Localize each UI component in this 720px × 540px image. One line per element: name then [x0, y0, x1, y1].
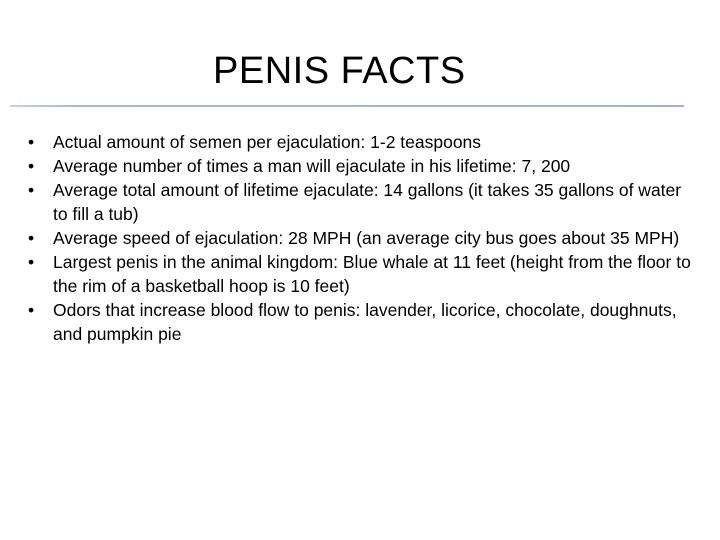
- list-item-text: Average number of times a man will ejaculate in his lifetime: 7, 200: [53, 156, 571, 176]
- list-item-text: Average speed of ejaculation: 28 MPH (an average city bus goes about 35 MPH): [53, 228, 680, 248]
- bullet-icon: •: [28, 156, 35, 176]
- list-item-text: Actual amount of semen per ejaculation: 1-2 teaspoons: [53, 132, 482, 152]
- list-item: [22, 178, 692, 226]
- list-item-text: Odors that increase blood flow to penis: lavender, licorice, chocolate, doughnuts, and pumpkin pie: [53, 300, 677, 344]
- title-divider: [10, 105, 684, 107]
- bullet-icon: •: [28, 300, 35, 320]
- list-item: [22, 298, 692, 346]
- list-item: [22, 226, 692, 250]
- bullet-icon: •: [28, 180, 35, 200]
- list-item: [22, 250, 692, 298]
- slide-title: PENIS FACTS: [213, 50, 466, 93]
- bullet-icon: •: [28, 252, 35, 272]
- list-item-text: Average total amount of lifetime ejaculate: 14 gallons (it takes 35 gallons of water to fill a tub): [53, 180, 682, 224]
- bullet-list: [22, 130, 692, 346]
- list-item: [22, 130, 692, 154]
- bullet-icon: •: [28, 132, 35, 152]
- list-item: [22, 154, 692, 178]
- list-item-text: Largest penis in the animal kingdom: Blue whale at 11 feet (height from the floor to the rim of a basketball hoop is 10 feet): [53, 252, 691, 296]
- bullet-icon: •: [28, 228, 35, 248]
